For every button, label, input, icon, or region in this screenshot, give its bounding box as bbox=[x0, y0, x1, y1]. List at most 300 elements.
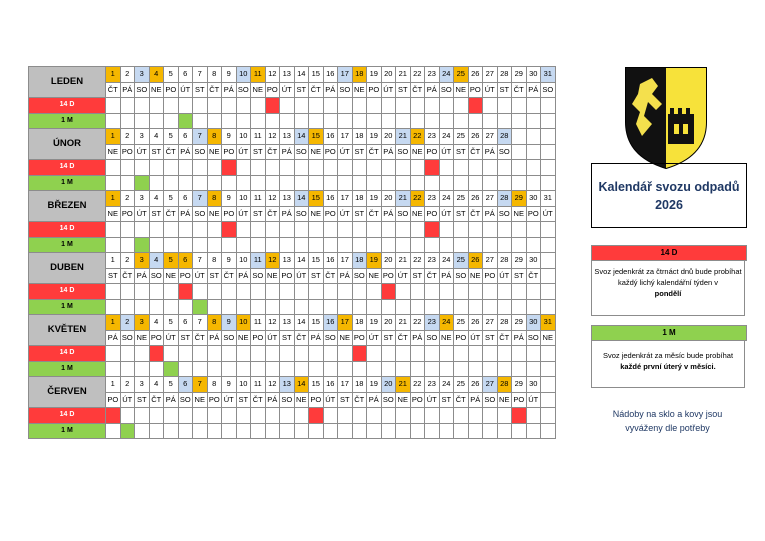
day-number: 3 bbox=[135, 315, 150, 331]
day-of-week: PO bbox=[222, 206, 237, 222]
day-of-week: PÁ bbox=[439, 268, 454, 284]
pickup-14d-cell bbox=[164, 408, 179, 424]
pickup-14d-cell bbox=[541, 408, 556, 424]
day-of-week: SO bbox=[381, 392, 396, 408]
day-of-week: NE bbox=[164, 268, 179, 284]
pickup-14d-cell bbox=[265, 160, 280, 176]
day-of-week: PO bbox=[265, 82, 280, 98]
pickup-1m-cell bbox=[526, 299, 541, 315]
pickup-1m-cell bbox=[468, 423, 483, 439]
day-of-week: ST bbox=[352, 144, 367, 160]
day-number: 18 bbox=[352, 67, 367, 83]
day-number: 12 bbox=[265, 191, 280, 207]
pickup-1m-cell bbox=[222, 361, 237, 377]
pickup-14d-cell bbox=[149, 98, 164, 114]
day-number: 3 bbox=[135, 129, 150, 145]
day-of-week: ÚT bbox=[323, 392, 338, 408]
pickup-14d-cell bbox=[164, 346, 179, 362]
pickup-14d-cell bbox=[222, 284, 237, 300]
day-of-week: PÁ bbox=[323, 82, 338, 98]
day-of-week: PÁ bbox=[381, 206, 396, 222]
pickup-14d-cell bbox=[483, 408, 498, 424]
pickup-14d-cell bbox=[120, 408, 135, 424]
pickup-14d-cell bbox=[483, 284, 498, 300]
pickup-1m-cell bbox=[120, 237, 135, 253]
day-of-week: ČT bbox=[468, 206, 483, 222]
month-name: DUBEN bbox=[29, 253, 106, 284]
day-of-week: ČT bbox=[294, 330, 309, 346]
pickup-1m-cell bbox=[309, 361, 324, 377]
pickup-14d-cell bbox=[396, 408, 411, 424]
pickup-1m-cell bbox=[468, 237, 483, 253]
pickup-14d-cell bbox=[367, 160, 382, 176]
pickup-14d-cell bbox=[381, 408, 396, 424]
pickup-1m-cell bbox=[280, 175, 295, 191]
pickup-14d-cell bbox=[381, 222, 396, 238]
day-of-week: ČT bbox=[410, 82, 425, 98]
day-of-week: NE bbox=[541, 330, 556, 346]
pickup-14d-cell bbox=[280, 408, 295, 424]
day-number: 11 bbox=[251, 191, 266, 207]
pickup-1m-cell bbox=[439, 299, 454, 315]
pickup-1m-cell bbox=[512, 237, 527, 253]
day-number: 12 bbox=[265, 67, 280, 83]
day-number: 24 bbox=[439, 191, 454, 207]
day-number: 9 bbox=[222, 253, 237, 269]
pickup-1m-cell bbox=[425, 113, 440, 129]
pickup-14d-cell bbox=[236, 346, 251, 362]
day-of-week bbox=[541, 144, 556, 160]
day-of-week: SO bbox=[396, 206, 411, 222]
pickup-14d-cell bbox=[338, 98, 353, 114]
pickup-14d-cell bbox=[512, 346, 527, 362]
day-number: 6 bbox=[178, 315, 193, 331]
day-number: 7 bbox=[193, 191, 208, 207]
pickup-1m-cell bbox=[106, 299, 121, 315]
pickup-14d-cell bbox=[309, 284, 324, 300]
pickup-14d-cell bbox=[164, 284, 179, 300]
pickup-1m-cell bbox=[164, 237, 179, 253]
day-of-week: SO bbox=[352, 268, 367, 284]
calendar-table bbox=[28, 66, 556, 439]
pickup-14d-cell bbox=[541, 160, 556, 176]
day-number: 15 bbox=[309, 253, 324, 269]
day-number: 22 bbox=[410, 67, 425, 83]
pickup-14d-cell bbox=[207, 408, 222, 424]
day-of-week: ČT bbox=[497, 330, 512, 346]
pickup-1m-cell bbox=[106, 237, 121, 253]
day-of-week: ÚT bbox=[236, 206, 251, 222]
pickup-14d-cell bbox=[352, 98, 367, 114]
pickup-14d-cell bbox=[410, 160, 425, 176]
pickup-14d-cell bbox=[135, 408, 150, 424]
day-of-week: PÁ bbox=[265, 392, 280, 408]
day-of-week: PÁ bbox=[425, 82, 440, 98]
day-number: 9 bbox=[222, 129, 237, 145]
pickup-14d-cell bbox=[164, 222, 179, 238]
pickup-1m-cell bbox=[483, 299, 498, 315]
pickup-1m-cell bbox=[149, 299, 164, 315]
day-of-week: PÁ bbox=[526, 82, 541, 98]
pickup-14d-cell bbox=[149, 408, 164, 424]
day-number: 3 bbox=[135, 67, 150, 83]
day-number: 5 bbox=[164, 129, 179, 145]
pickup-1m-cell bbox=[236, 113, 251, 129]
day-of-week: NE bbox=[207, 206, 222, 222]
pickup-1m-cell bbox=[193, 423, 208, 439]
day-number: 1 bbox=[106, 253, 121, 269]
day-number: 23 bbox=[425, 67, 440, 83]
pickup-1m-cell bbox=[367, 361, 382, 377]
day-number: 13 bbox=[280, 315, 295, 331]
day-of-week: ÚT bbox=[468, 330, 483, 346]
day-of-week: SO bbox=[294, 206, 309, 222]
pickup-1m-cell bbox=[352, 113, 367, 129]
pickup-1m-cell bbox=[309, 299, 324, 315]
pickup-14d-cell bbox=[323, 408, 338, 424]
day-of-week: ST bbox=[251, 206, 266, 222]
day-of-week: PÁ bbox=[280, 144, 295, 160]
day-number: 26 bbox=[468, 191, 483, 207]
day-of-week: ČT bbox=[164, 206, 179, 222]
day-of-week: SO bbox=[236, 82, 251, 98]
day-number: 18 bbox=[352, 191, 367, 207]
day-number: 7 bbox=[193, 377, 208, 393]
pickup-14d-cell bbox=[526, 98, 541, 114]
day-number: 5 bbox=[164, 67, 179, 83]
pickup-1m-cell bbox=[135, 361, 150, 377]
day-number: 20 bbox=[381, 191, 396, 207]
row-label-1m: 1 M bbox=[29, 299, 106, 315]
day-of-week: ČT bbox=[367, 144, 382, 160]
day-of-week: NE bbox=[468, 268, 483, 284]
pickup-1m-cell bbox=[309, 113, 324, 129]
day-of-week: PÁ bbox=[338, 268, 353, 284]
day-of-week: ÚT bbox=[439, 144, 454, 160]
pickup-1m-cell bbox=[323, 361, 338, 377]
pickup-1m-cell bbox=[294, 175, 309, 191]
pickup-14d-cell bbox=[396, 284, 411, 300]
pickup-14d-cell bbox=[106, 98, 121, 114]
legend-1m-bold: každé první úterý v měsíci. bbox=[620, 362, 716, 371]
pickup-14d-cell bbox=[193, 284, 208, 300]
day-number: 16 bbox=[323, 191, 338, 207]
day-number: 6 bbox=[178, 129, 193, 145]
pickup-1m-cell bbox=[541, 113, 556, 129]
day-of-week: ÚT bbox=[439, 206, 454, 222]
pickup-14d-cell bbox=[526, 408, 541, 424]
pickup-1m-cell bbox=[323, 423, 338, 439]
day-number: 12 bbox=[265, 253, 280, 269]
day-number: 2 bbox=[120, 377, 135, 393]
pickup-14d-cell bbox=[367, 346, 382, 362]
day-number: 25 bbox=[454, 191, 469, 207]
pickup-14d-cell bbox=[541, 346, 556, 362]
day-of-week: ST bbox=[352, 206, 367, 222]
pickup-1m-cell bbox=[164, 299, 179, 315]
day-number: 7 bbox=[193, 129, 208, 145]
day-number: 14 bbox=[294, 67, 309, 83]
pickup-14d-cell bbox=[207, 284, 222, 300]
pickup-1m-cell bbox=[294, 113, 309, 129]
day-number: 18 bbox=[352, 377, 367, 393]
pickup-14d-cell bbox=[352, 408, 367, 424]
pickup-14d-cell bbox=[541, 284, 556, 300]
pickup-1m-cell bbox=[352, 237, 367, 253]
day-number: 4 bbox=[149, 315, 164, 331]
pickup-14d-cell bbox=[454, 408, 469, 424]
pickup-1m-cell bbox=[207, 361, 222, 377]
day-of-week: NE bbox=[367, 268, 382, 284]
pickup-14d-cell bbox=[207, 222, 222, 238]
pickup-14d-cell bbox=[236, 160, 251, 176]
day-of-week: ÚT bbox=[381, 82, 396, 98]
day-of-week: PÁ bbox=[468, 392, 483, 408]
day-number: 21 bbox=[396, 67, 411, 83]
pickup-1m-cell bbox=[207, 299, 222, 315]
day-number: 17 bbox=[338, 67, 353, 83]
day-number: 8 bbox=[207, 129, 222, 145]
day-number: 7 bbox=[193, 253, 208, 269]
pickup-14d-cell bbox=[178, 346, 193, 362]
day-of-week bbox=[541, 392, 556, 408]
day-number: 20 bbox=[381, 67, 396, 83]
pickup-1m-cell bbox=[497, 237, 512, 253]
pickup-1m-cell bbox=[497, 423, 512, 439]
day-of-week: PO bbox=[425, 206, 440, 222]
pickup-1m-cell bbox=[497, 361, 512, 377]
day-of-week: PO bbox=[381, 268, 396, 284]
day-of-week: PÁ bbox=[135, 268, 150, 284]
day-of-week: ST bbox=[439, 392, 454, 408]
day-number: 5 bbox=[164, 191, 179, 207]
day-number: 19 bbox=[367, 129, 382, 145]
day-of-week: PÁ bbox=[483, 144, 498, 160]
pickup-1m-cell bbox=[439, 237, 454, 253]
row-label-1m: 1 M bbox=[29, 175, 106, 191]
pickup-14d-cell bbox=[120, 98, 135, 114]
day-number bbox=[541, 377, 556, 393]
day-number: 16 bbox=[323, 67, 338, 83]
pickup-1m-cell bbox=[396, 237, 411, 253]
pickup-1m-cell bbox=[236, 423, 251, 439]
day-of-week: PO bbox=[425, 144, 440, 160]
pickup-14d-cell bbox=[120, 222, 135, 238]
pickup-1m-cell bbox=[135, 299, 150, 315]
pickup-1m-cell bbox=[106, 113, 121, 129]
day-number: 30 bbox=[526, 253, 541, 269]
pickup-14d-cell bbox=[294, 284, 309, 300]
day-number: 26 bbox=[468, 67, 483, 83]
day-number: 18 bbox=[352, 253, 367, 269]
pickup-1m-cell bbox=[178, 423, 193, 439]
day-of-week: SO bbox=[193, 144, 208, 160]
day-number: 25 bbox=[454, 67, 469, 83]
day-of-week bbox=[512, 144, 527, 160]
pickup-1m-cell bbox=[512, 423, 527, 439]
day-number: 18 bbox=[352, 129, 367, 145]
day-of-week: ÚT bbox=[236, 144, 251, 160]
day-of-week: PO bbox=[120, 144, 135, 160]
day-of-week: ČT bbox=[352, 392, 367, 408]
pickup-1m-cell bbox=[207, 423, 222, 439]
pickup-14d-cell bbox=[338, 408, 353, 424]
day-number: 20 bbox=[381, 377, 396, 393]
pickup-14d-cell bbox=[425, 98, 440, 114]
pickup-14d-cell bbox=[541, 98, 556, 114]
day-of-week: PÁ bbox=[410, 330, 425, 346]
pickup-1m-cell bbox=[149, 423, 164, 439]
day-of-week: SO bbox=[541, 82, 556, 98]
day-of-week: NE bbox=[396, 392, 411, 408]
pickup-14d-cell bbox=[396, 222, 411, 238]
pickup-1m-cell bbox=[541, 299, 556, 315]
day-of-week: PO bbox=[149, 330, 164, 346]
day-of-week: NE bbox=[207, 144, 222, 160]
day-number: 26 bbox=[468, 129, 483, 145]
day-of-week: SO bbox=[294, 144, 309, 160]
pickup-1m-cell bbox=[439, 423, 454, 439]
pickup-14d-cell bbox=[222, 408, 237, 424]
legend-1m-text bbox=[591, 340, 745, 388]
day-number: 29 bbox=[512, 191, 527, 207]
pickup-14d-cell bbox=[439, 284, 454, 300]
day-number: 7 bbox=[193, 315, 208, 331]
pickup-1m-cell bbox=[541, 175, 556, 191]
pickup-1m-cell bbox=[178, 237, 193, 253]
day-of-week: ČT bbox=[265, 144, 280, 160]
pickup-1m-cell bbox=[352, 175, 367, 191]
pickup-1m-cell bbox=[338, 175, 353, 191]
municipal-coat-of-arms bbox=[622, 64, 710, 170]
pickup-1m-cell bbox=[294, 361, 309, 377]
pickup-1m-cell bbox=[120, 175, 135, 191]
day-number: 27 bbox=[483, 129, 498, 145]
day-number: 11 bbox=[251, 315, 266, 331]
pickup-14d-cell bbox=[338, 160, 353, 176]
pickup-1m-cell bbox=[236, 175, 251, 191]
day-of-week: ČT bbox=[512, 82, 527, 98]
day-of-week: SO bbox=[526, 330, 541, 346]
pickup-1m-cell bbox=[454, 113, 469, 129]
day-number: 6 bbox=[178, 377, 193, 393]
legend-14d-desc: Svoz jedenkrát za čtrnáct dnů bude probíhat každý lichý kalendářní týden v bbox=[594, 267, 742, 287]
day-of-week: ČT bbox=[251, 392, 266, 408]
pickup-14d-cell bbox=[526, 160, 541, 176]
day-of-week: NE bbox=[106, 206, 121, 222]
pickup-1m-cell bbox=[454, 423, 469, 439]
pickup-14d-cell bbox=[468, 284, 483, 300]
day-of-week: PO bbox=[309, 392, 324, 408]
pickup-14d-cell bbox=[178, 284, 193, 300]
pickup-1m-cell bbox=[323, 113, 338, 129]
pickup-1m-cell bbox=[410, 361, 425, 377]
day-of-week: ÚT bbox=[193, 268, 208, 284]
day-number: 28 bbox=[497, 191, 512, 207]
day-number: 20 bbox=[381, 253, 396, 269]
day-of-week: PÁ bbox=[483, 206, 498, 222]
legend-14d-bar: 14 D bbox=[591, 245, 747, 261]
pickup-14d-cell bbox=[468, 160, 483, 176]
pickup-14d-cell bbox=[352, 222, 367, 238]
pickup-14d-cell bbox=[512, 160, 527, 176]
day-of-week: ST bbox=[178, 330, 193, 346]
pickup-14d-cell bbox=[149, 284, 164, 300]
pickup-14d-cell bbox=[236, 408, 251, 424]
day-number: 9 bbox=[222, 67, 237, 83]
day-number: 10 bbox=[236, 253, 251, 269]
day-of-week: ÚT bbox=[222, 392, 237, 408]
day-of-week: ÚT bbox=[396, 268, 411, 284]
pickup-14d-cell bbox=[338, 284, 353, 300]
pickup-1m-cell bbox=[497, 175, 512, 191]
pickup-1m-cell bbox=[497, 113, 512, 129]
day-of-week: ČT bbox=[323, 268, 338, 284]
pickup-1m-cell bbox=[454, 175, 469, 191]
pickup-14d-cell bbox=[251, 284, 266, 300]
pickup-1m-cell bbox=[497, 299, 512, 315]
day-number: 1 bbox=[106, 191, 121, 207]
day-number: 24 bbox=[439, 377, 454, 393]
pickup-14d-cell bbox=[381, 98, 396, 114]
pickup-14d-cell bbox=[193, 346, 208, 362]
day-number: 27 bbox=[483, 191, 498, 207]
day-number: 12 bbox=[265, 377, 280, 393]
pickup-14d-cell bbox=[193, 98, 208, 114]
day-of-week: PO bbox=[323, 206, 338, 222]
pickup-14d-cell bbox=[251, 222, 266, 238]
pickup-1m-cell bbox=[106, 361, 121, 377]
day-of-week: PO bbox=[207, 392, 222, 408]
day-of-week: NE bbox=[236, 330, 251, 346]
pickup-14d-cell bbox=[178, 160, 193, 176]
day-of-week: SO bbox=[323, 330, 338, 346]
day-of-week: NE bbox=[338, 330, 353, 346]
pickup-1m-cell bbox=[222, 113, 237, 129]
day-number: 15 bbox=[309, 129, 324, 145]
day-number: 13 bbox=[280, 377, 295, 393]
day-number: 7 bbox=[193, 67, 208, 83]
pickup-14d-cell bbox=[193, 222, 208, 238]
pickup-14d-cell bbox=[439, 98, 454, 114]
day-number: 19 bbox=[367, 67, 382, 83]
pickup-1m-cell bbox=[541, 423, 556, 439]
pickup-14d-cell bbox=[468, 408, 483, 424]
day-of-week: ST bbox=[149, 206, 164, 222]
pickup-14d-cell bbox=[251, 160, 266, 176]
pickup-1m-cell bbox=[265, 237, 280, 253]
day-number: 29 bbox=[512, 253, 527, 269]
day-of-week: PO bbox=[352, 330, 367, 346]
day-of-week: ÚT bbox=[120, 392, 135, 408]
day-of-week: SO bbox=[135, 82, 150, 98]
pickup-1m-cell bbox=[222, 299, 237, 315]
day-of-week: PÁ bbox=[512, 330, 527, 346]
pickup-1m-cell bbox=[265, 361, 280, 377]
day-of-week: ÚT bbox=[425, 392, 440, 408]
day-number: 1 bbox=[106, 67, 121, 83]
day-number: 1 bbox=[106, 377, 121, 393]
day-number: 14 bbox=[294, 315, 309, 331]
pickup-14d-cell bbox=[425, 222, 440, 238]
day-of-week: PÁ bbox=[367, 392, 382, 408]
pickup-14d-cell bbox=[439, 346, 454, 362]
pickup-14d-cell bbox=[396, 346, 411, 362]
pickup-14d-cell bbox=[251, 98, 266, 114]
pickup-14d-cell bbox=[309, 346, 324, 362]
day-number: 11 bbox=[251, 253, 266, 269]
day-of-week: PÁ bbox=[120, 82, 135, 98]
